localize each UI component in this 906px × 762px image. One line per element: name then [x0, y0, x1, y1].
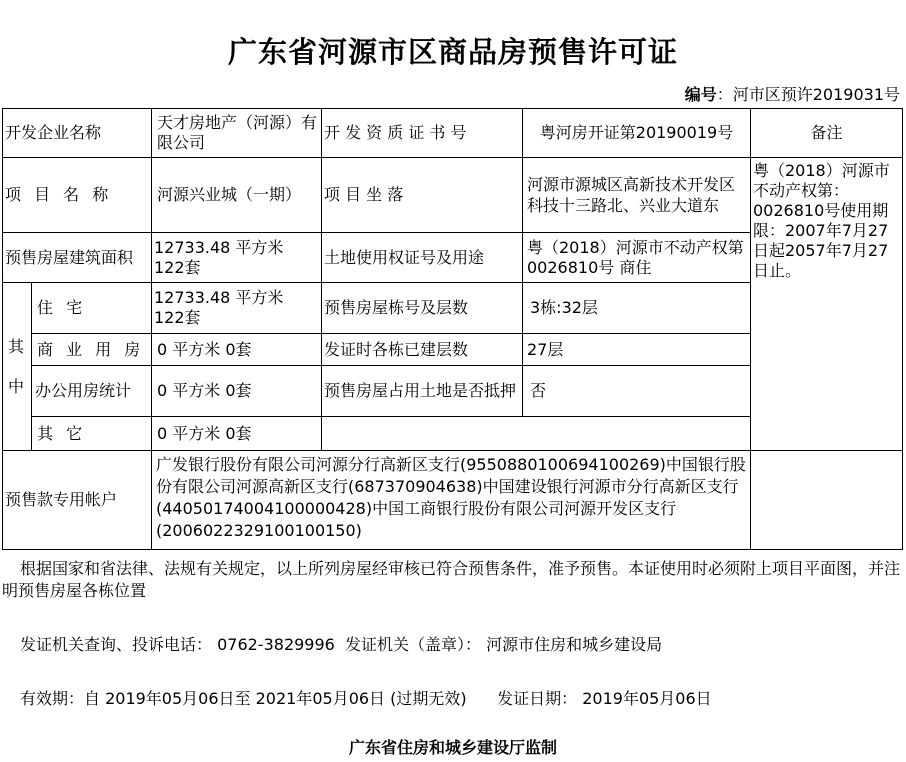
area-label: 预售房屋建筑面积 — [5, 247, 134, 267]
footer-statement: 根据国家和省法律、法规有关规定，以上所列房屋经审核已符合预售条件，准予预售。本证使用时必须附上项目平面图，并注明预售房屋各栋位置 — [2, 559, 901, 600]
others-value: 0 平方米 0套 — [157, 423, 252, 443]
certificate-title: 广东省河源市区商品房预售许可证 — [227, 35, 678, 69]
building-value: 3栋:32层 — [530, 298, 598, 317]
footer-validity: 有效期：自 2019年05月06日至 2021年05月06日 (过期无效) 发证日期： 2019年05月06日 — [20, 689, 712, 708]
office-value: 0 平方米 0套 — [157, 381, 252, 400]
account-value: 广发银行股份有限公司河源分行高新区支行(9550880100694100269)中国银行股份有限公司河源高新区支行(687370904638)中国建设银行河源市分行高新区支行(44050174004100000428)中国工商银行股份有限公司河源开发区支行(2006022329100100150) — [156, 455, 746, 540]
project-label: 项 目 名 称 — [5, 185, 113, 204]
office-label: 办公用房统计 — [35, 381, 132, 400]
developer-value: 天才房地产（河源）有限公司 — [157, 113, 318, 152]
floors-built-value: 27层 — [527, 339, 564, 359]
residential-value: 12733.48 平方米 122套 — [154, 288, 284, 327]
building-label: 预售房屋栋号及层数 — [324, 298, 469, 317]
remarks-value: 粤（2018）河源市不动产权第：0026810号使用期限：2007年7月27日起2057年7月27日止。 — [753, 161, 890, 280]
location-label: 项 目 坐 落 — [324, 185, 404, 204]
location-value: 河源市源城区高新技术开发区科技十三路北、兴业大道东 — [527, 175, 736, 215]
others-label: 其 它 — [37, 423, 87, 443]
serial-number — [685, 82, 900, 105]
area-value: 12733.48 平方米 122套 — [154, 237, 284, 277]
project-value: 河源兴业城（一期） — [157, 185, 302, 204]
commercial-value: 0 平方米 0套 — [157, 339, 252, 359]
qualification-value: 粤河房开证第20190019号 — [539, 123, 734, 142]
supervisor-label: 广东省住房和城乡建设厅监制 — [348, 738, 557, 757]
commercial-label: 商 业 用 房 — [37, 339, 145, 359]
residential-label: 住 宅 — [37, 298, 87, 317]
floors-built-label: 发证时各栋已建层数 — [324, 339, 469, 359]
qualification-label: 开 发 资 质 证 书 号 — [324, 123, 467, 142]
other-label: 其 中 — [8, 336, 25, 396]
remarks-label: 备注 — [810, 123, 843, 142]
developer-label: 开发企业名称 — [5, 123, 102, 142]
mortgage-label: 预售房屋占用土地是否抵押 — [324, 381, 517, 400]
serial-value: ：河市区预许2019031号 — [716, 85, 900, 104]
footer-contact: 发证机关查询、投诉电话： 0762-3829996 发证机关（盖章）： 河源市住房和城乡建设局 — [20, 635, 663, 654]
serial-label: 编号 — [684, 85, 717, 104]
land-cert-label: 土地使用权证号及用途 — [324, 247, 485, 267]
account-label: 预售款专用帐户 — [5, 490, 118, 509]
mortgage-value: 否 — [530, 381, 547, 400]
land-cert-value: 粤（2018）河源市不动产权第0026810号 商住 — [527, 237, 744, 277]
